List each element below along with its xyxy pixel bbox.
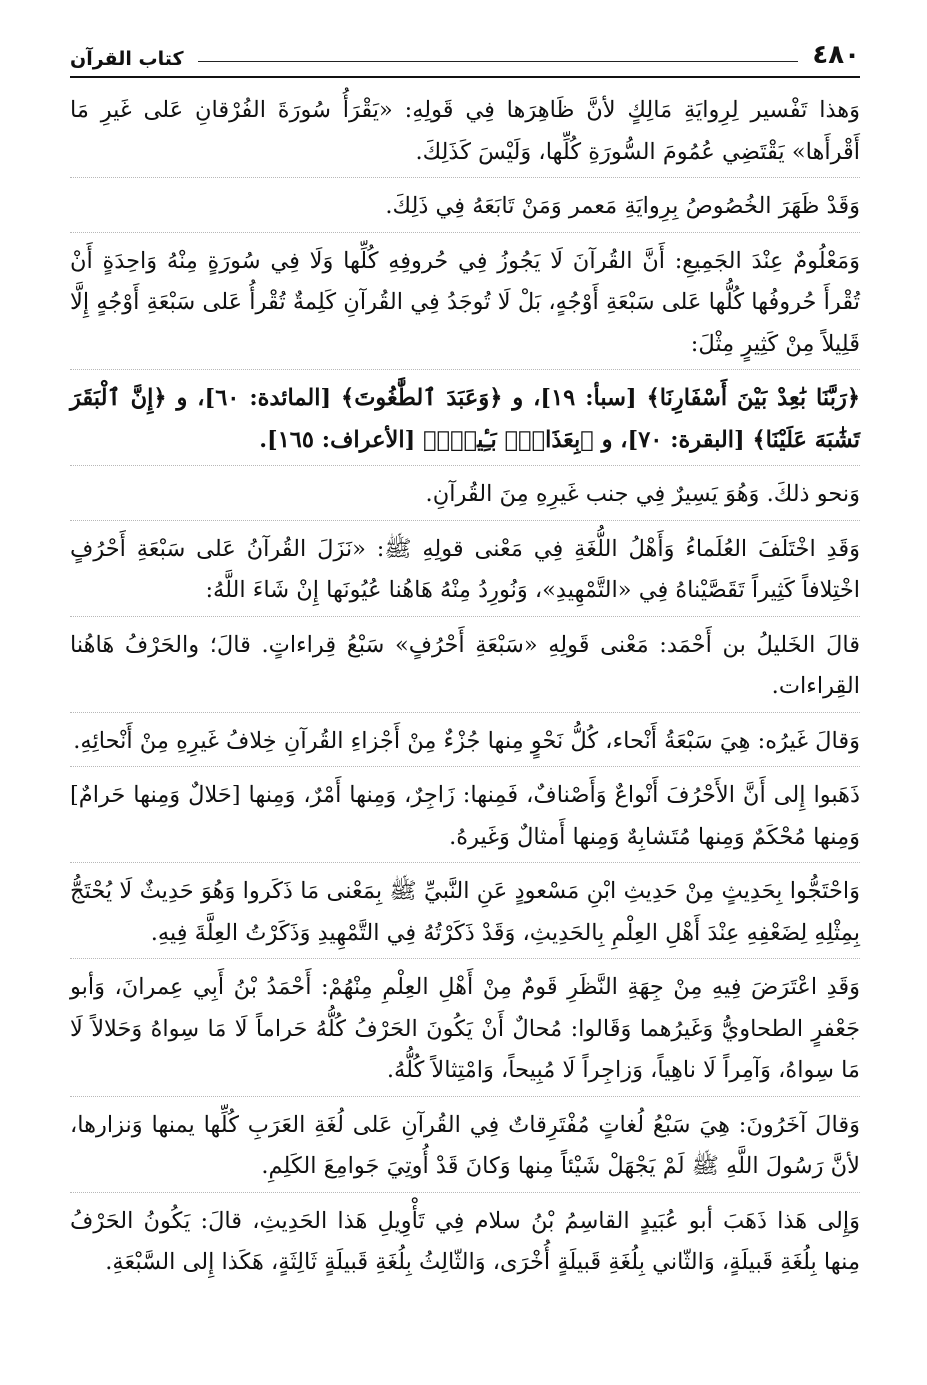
running-title: كتاب القرآن [70,48,184,70]
paragraph: وَإِلى هَذا ذَهَبَ أبو عُبَيدٍ القاسِمُ بْنُ سلام فِي تَأْوِيلِ هَذا الحَدِيثِ، قالَ: يَكُونُ الحَرْفُ مِنها بِلُغَةِ قَبيلَةٍ، وَالثّاني بِلُغَةِ قَبيلَةٍ أُخْرَى، وَالثّالِثُ بِلُغَةِ قَبيلَةٍ ثَالِثَةٍ، هَكَذا إِلى السَّبْعَةِ. [70,1207,860,1275]
paragraph: وَهذا تَفْسير لِرِوايَةِ مَالِكٍ لأنَّ ظَاهِرَها فِي قَولِهِ: «يَقْرَأُ سُورَةَ الفُرْقانِ عَلى غَيرِ مَا أَقْرأَها» يَقْتَضِي عُمُومَ السُّورَةِ كُلِّها، وَلَيْسَ كَذَلِكَ. [70,90,860,178]
paragraph: وَاحْتَجُّوا بِحَدِيثٍ مِنْ حَدِيثِ ابْنِ مَسْعودٍ عَنِ النَّبيِّ ﷺ بِمَعْنى مَا ذَكَروا وَهُوَ حَدِيثٌ لَا يُحْتَجُّ بِمِثْلِهِ لِضَعْفِهِ عِنْدَ أَهْلِ العِلْمِ بِالحَدِيثِ، وَقَدْ ذَكَرْتُهُ فِي التَّمْهِيدِ وَذَكَرْتُ العِلَّةَ فِيهِ. [70,871,860,959]
book-page [70,30,860,1296]
paragraph: ذَهَبوا إِلى أَنَّ الأَحْرُفَ أَنْواعٌ وَأَصْنافٌ، فَمِنها: زَاجِرٌ، وَمِنها أَمْرٌ، وَمِنها [حَلالٌ وَمِنها حَرامٌ] وَمِنها مُحْكَمٌ وَمِنها مُتَشابِهٌ وَمِنها أَمثالٌ وَغَيرهُ. [70,775,860,863]
paragraph: وَمَعْلُومٌ عِنْدَ الجَمِيعِ: أَنَّ القُرآنَ لَا يَجُوزُ فِي حُروفِهِ كُلِّها وَلَا فِي سُورَةٍ مِنْهُ وَاحِدَةٍ أَنْ تُقْرأَ حُروفُها كُلُّها عَلى سَبْعَةِ أَوْجُهٍ، بَلْ لَا تُوجَدُ فِي القُرآنِ كَلِمةٌ تُقْرأُ عَلى سَبْعَةِ أَوْجُهٍ إِلَّا قَلِيلاً مِنْ كَثِيرٍ مِثْلَ: [70,241,860,371]
paragraph: وَقَدْ ظَهَرَ الخُصُوصُ بِرِوايَةِ مَعمر وَمَنْ تَابَعَهُ فِي ذَلِكَ. [70,186,860,233]
paragraph: وَقَدِ اخْتَلَفَ العُلَماءُ وَأَهْلُ اللُّغَةِ فِي مَعْنى قولِهِ ﷺ: «نَزَلَ القُرآنُ عَلى سَبْعَةِ أَحْرُفٍ اخْتِلافاً كَثِيراً تَقَصَّيْناهُ فِي «التَّمْهِيدِ»، وَنُورِدُ مِنْهُ هَاهُنا عُيُونَها إِنْ شَاءَ اللَّهُ: [70,529,860,617]
paragraph: وَنحو ذلكَ. وَهُوَ يَسِيرٌ فِي جنب غَيرِهِ مِنَ القُرآنِ. [70,474,860,521]
quran-verses-paragraph: ﴿رَبَّنَا بَٰعِدْ بَيْنَ أَسْفَارِنَا﴾ [سبأ: ١٩]، و ﴿وَعَبَدَ ٱلطَّٰغُوتَ﴾ [المائدة: ٦٠]، و ﴿إِنَّ ٱلْبَقَرَ تَشَٰبَهَ عَلَيْنَا﴾ [البقرة: ٧٠]، و ﴿بِعَذَابٍۭ بَـِٔيسٍۭ﴾ [الأعراف: ١٦٥]. [70,378,860,466]
paragraph: وَقَدِ اعْتَرَضَ فِيهِ مِنْ جِهَةِ النَّظَرِ قَومٌ مِنْ أَهْلِ العِلْمِ مِنْهُمْ: أَحْمَدُ بْنُ أَبِي عِمرانَ، وَأبو جَعْفرٍ الطحاويُّ وَغَيرُهما وَقَالوا: مُحالٌ أَنْ يَكُونَ الحَرْفُ كُلُّهُ حَراماً لَا مَا سِواهُ وَحَلالاً لَا مَا سِواهُ، وَآمِراً لَا ناهِياً، وَزاجِراً لَا مُبِيحاً، وَامْتِثالاً كُلُّهُ. [70,967,860,1097]
page-body [70,90,860,1288]
paragraph: وَقالَ غَيرُه: هِيَ سَبْعَةُ أَنْحاء، كُلُّ نَحْوٍ مِنها جُزْءٌ مِنْ أَجْزاءِ القُرآنِ خِلافُ غَيرِهِ مِنْ أَنْحائِهِ. [70,721,860,768]
header-line [198,61,799,62]
paragraph: قالَ الخَليلُ بن أَحْمَد: مَعْنى قَولِهِ «سَبْعَةِ أَحْرُفٍ» سَبْعُ قِراءاتٍ. قالَ؛ والحَرْفُ هَاهُنا القِراءات. [70,625,860,713]
header-rule [70,76,860,78]
page-header [70,30,860,70]
paragraph: وَقالَ آخَرُونَ: هِيَ سَبْعُ لُغاتٍ مُفْتَرِقاتٌ فِي القُرآنِ عَلى لُغَةِ العَرَبِ كُلِّها يمنها وَنزارها، لأنَّ رَسُولَ اللَّهِ ﷺ لَمْ يَجْهَلْ شَيْئاً مِنها وَكانَ قَدْ أُوتِيَ جَوامِعَ الكَلِمِ. [70,1105,860,1193]
page-number: ٤٨٠ [812,40,860,70]
